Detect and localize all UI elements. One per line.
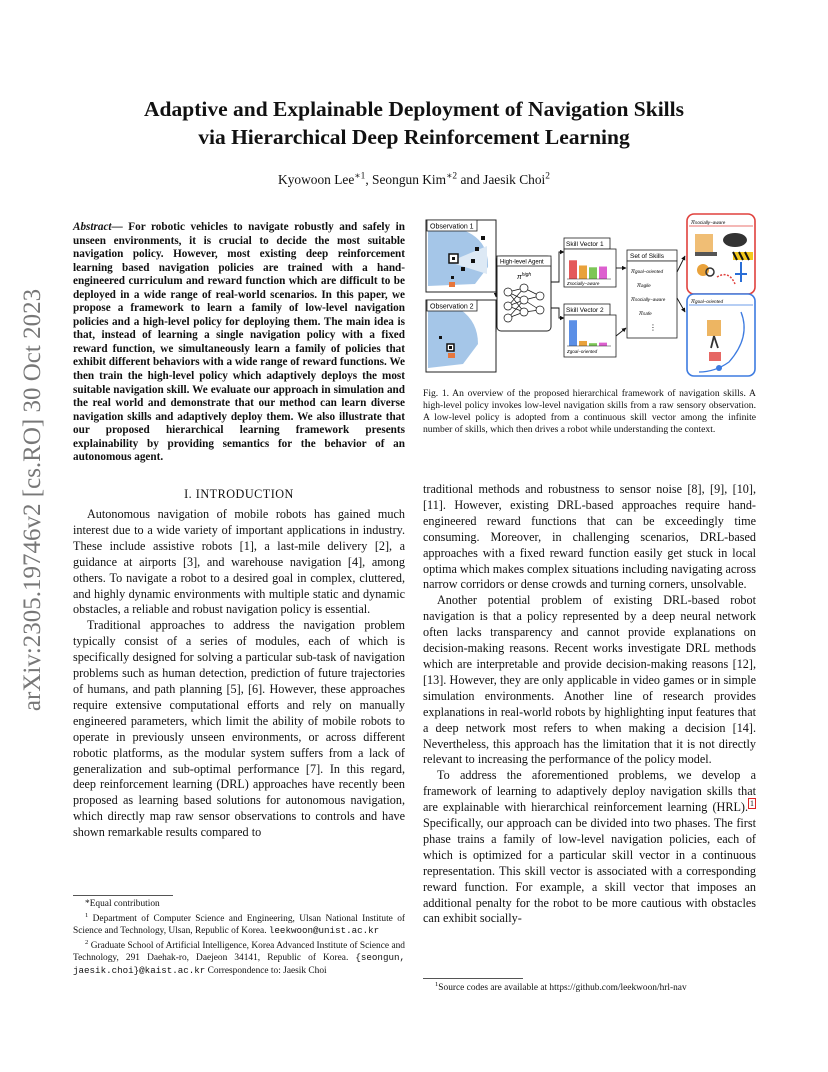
footnote-equal: *Equal contribution [85, 899, 160, 909]
footnote-link[interactable]: 1 [750, 799, 754, 809]
footnote-2 [73, 938, 405, 978]
author-2-affil: ∗2 [446, 171, 458, 182]
skill-socially-aware: πsocially−aware [631, 297, 666, 303]
footnote-1-mark: 1 [85, 911, 89, 919]
footnote-2-mark: 2 [85, 938, 89, 946]
code-footnote [423, 978, 756, 995]
author-1: Kyowoon Lee [278, 172, 355, 187]
footnote-2-text: Graduate School of Artificial Intelligence, Korea Advanced Institute of Science and Technology, 291 Daehak-ro, Daejeon 34141, Republic of Korea. [73, 940, 405, 964]
footnotes [73, 895, 405, 981]
goal-oriented-label: πgoal−oriented [691, 299, 723, 305]
skill-agile: πagile [637, 283, 651, 289]
robot-vacuum-icon [723, 233, 747, 247]
abstract [73, 221, 405, 465]
skill-bar [569, 320, 577, 346]
footnote-2-post: Correspondence to: Jaesik Choi [205, 965, 327, 976]
goal-oriented-scene [687, 294, 755, 376]
skill-goal-oriented: πgoal−oriented [631, 269, 663, 275]
set-of-skills-label: Set of Skills [630, 253, 664, 260]
skill-bar [579, 265, 587, 279]
footnote-1-email[interactable]: leekwoon@unist.ac.kr [268, 925, 380, 937]
code-footnote-text[interactable]: Source codes are available at https://github.com/leekwoon/hrl-nav [438, 983, 687, 993]
paragraph: Traditional approaches to address the navigation problem typically consist of a series of modules, each of which is specifically designed for solving a particular sub-task of navigation problems such as human detection, prediction of future trajectories of humans, and path planning [5], [6]. However, these approaches require extensive computational efforts and rely on manually engineered parameters, which limit the ability of mobile robots to operate in previously unseen environments, or across different robotic platforms, as the modular system suffers from a lack of generalization and sub-optimal performance [7]. In this regard, deep reinforcement learning (DRL) approaches have recently been proposed as learning based solutions for autonomous navigation, which directly map raw sensor observations to controls and have shown remarkable results compared to [73, 618, 405, 840]
skill-bar [599, 343, 607, 346]
skill-bar [599, 267, 607, 279]
author-1-affil: ∗1 [354, 171, 366, 182]
skill-bar [569, 260, 577, 279]
observation-2-label: Observation 2 [430, 303, 474, 311]
skill-bar [589, 267, 597, 279]
worker-icon [707, 320, 721, 336]
arxiv-identifier: arXiv:2305.19746v2 [cs.RO] 30 Oct 2023 [19, 288, 46, 712]
socially-aware-label: πsocially−aware [691, 220, 726, 226]
set-of-skills [627, 250, 677, 338]
skill-vector-1-label: Skill Vector 1 [566, 241, 604, 248]
footnote-1 [73, 911, 405, 938]
code-footnote-mark: 1 [435, 980, 439, 988]
figure-caption: Fig. 1. An overview of the proposed hierarchical framework of navigation skills. A high-level policy invokes low-level navigation skills from a raw sensory observation. A low-level policy is adopted from a continuous skill vector among the infinite number of skills, which then drives a robot while understanding the context. [423, 388, 756, 435]
skill-vector-2 [564, 304, 616, 357]
high-level-agent [497, 256, 551, 331]
skill-vector-1 [564, 238, 616, 287]
paper-title [60, 95, 768, 151]
abstract-text: — For robotic vehicles to navigate robustly and safely in unseen environments, it is crucial to decide the most suitable navigation policy. However, most existing deep reinforcement learning based navigation policies are trained with a hand-engineered curriculum and reward function which are difficult to be deployed in a wide range of real-world scenarios. In this paper, we propose a framework to learn a family of low-level navigation policies and a high-level policy for deploying them. The main idea is that, instead of learning a single navigation policy with a fixed reward function, we simultaneously learn a family of policies that exhibit different behaviors with a wide range of reward functions. We then train the high-level policy which adaptively deploys the most suitable navigation skill. We evaluate our approach in simulation and the real world and demonstrate that our method can learn diverse navigation skills and adaptively deploy them. We also illustrate that our proposed hierarchical learning framework presents explainability by providing semantics for the behavior of an autonomous agent. [73, 221, 405, 464]
paragraph: Autonomous navigation of mobile robots has gained much interest due to a wide variety of important applications in industry. These include assistive robots [1], a last-mile delivery [2], a guidance at airports [3], and warehouse navigation [4], among others. To navigate a robot to a desired goal in complex, cluttered, and highly dynamic environments with multiple static and dynamic obstacles, a reliable and robust navigation policy is essential. [73, 507, 405, 617]
skill-safe: πsafe [639, 311, 652, 317]
footnote-rule [73, 895, 173, 896]
figure-1 [423, 212, 758, 380]
footnote-rule [423, 978, 523, 979]
footnote-1-text: Department of Computer Science and Engineering, Ulsan National Institute of Science and Technology, Ulsan, Republic of Korea. [73, 913, 405, 937]
title-line-2: via Hierarchical Deep Reinforcement Learning [198, 125, 630, 149]
author-list: Kyowoon Lee$^{∗1}$, Seongun Kim$^{∗2}$ and Jaesik Choi$^2$ [278, 171, 550, 187]
high-level-agent-label: High-level Agent [500, 259, 544, 266]
paragraph-text: To address the aforementioned problems, we develop a framework of learning to adaptively deploy navigation skills that are explainable with hierarchical reinforcement learning (HRL). [423, 768, 756, 815]
arxiv-sidebar [18, 290, 48, 710]
observation-2-panel [426, 300, 496, 372]
abstract-label: Abstract [73, 221, 112, 233]
observation-1-panel [426, 220, 496, 292]
z1-label: zsocially−aware [567, 281, 600, 287]
right-column-body [423, 482, 756, 927]
paragraph [423, 768, 756, 927]
section-heading: I. INTRODUCTION [184, 487, 294, 501]
footnote-2-email[interactable]: {seongun, jaesik.choi}@kaist.ac.kr [73, 952, 405, 976]
z2-label: zgoal−oriented [567, 349, 598, 355]
socially-aware-scene [687, 214, 755, 294]
paragraph: Another potential problem of existing DRL-based robot navigation is that a policy represented by a deep neural network often lacks transparency and cannot provide explanations on decision-making reasons. Recent works investigate DRL methods which are interpretable and provide decision-making reasons [12], [13]. However, they are only applicable in video games or in simple simulation environments. Another line of research provides explanations in real-world robots by highlighting input features that a deep network most refers to when making a decision [14]. Nevertheless, this approach has the limitation that it is not directly relevant to increasing the performance of the policy model. [423, 593, 756, 767]
pi-high: $\pi^{high}$ [517, 272, 532, 281]
paragraph-text: Specifically, our approach can be divided into two phases. The first phase trains a family of low-level navigation policies, each of which is optimized for a particular skill vector in a continuous representation. This skill vector is associated with a corresponding reward function. For example, a skill vector that imposes an additional penalty for the robot to be more cautious with obstacles can exhibit socially- [423, 816, 756, 926]
paragraph: traditional methods and robustness to sensor noise [8], [9], [10], [11]. However, existing DRL-based approaches require hand-engineered reward functions that can be exceedingly time consuming. Moreover, in challenging scenarios, DRL-based approaches with a fixed reward function easily get stuck in local optima which makes complex situations including navigating across narrow corridors or dense crowds and turning corners, unsolvable. [423, 482, 756, 592]
skill-bar [579, 341, 587, 346]
title-line-1: Adaptive and Explainable Deployment of Navigation Skills [144, 97, 684, 121]
skill-vector-2-label: Skill Vector 2 [566, 307, 604, 314]
author-3-affil: 2 [545, 171, 550, 182]
observation-1-label: Observation 1 [430, 223, 474, 231]
author-3: and Jaesik Choi [457, 172, 546, 187]
left-column-body [73, 507, 405, 841]
author-2: Seongun Kim [372, 172, 447, 187]
vdots: ⋮ [649, 323, 657, 332]
skill-bar [589, 343, 597, 346]
